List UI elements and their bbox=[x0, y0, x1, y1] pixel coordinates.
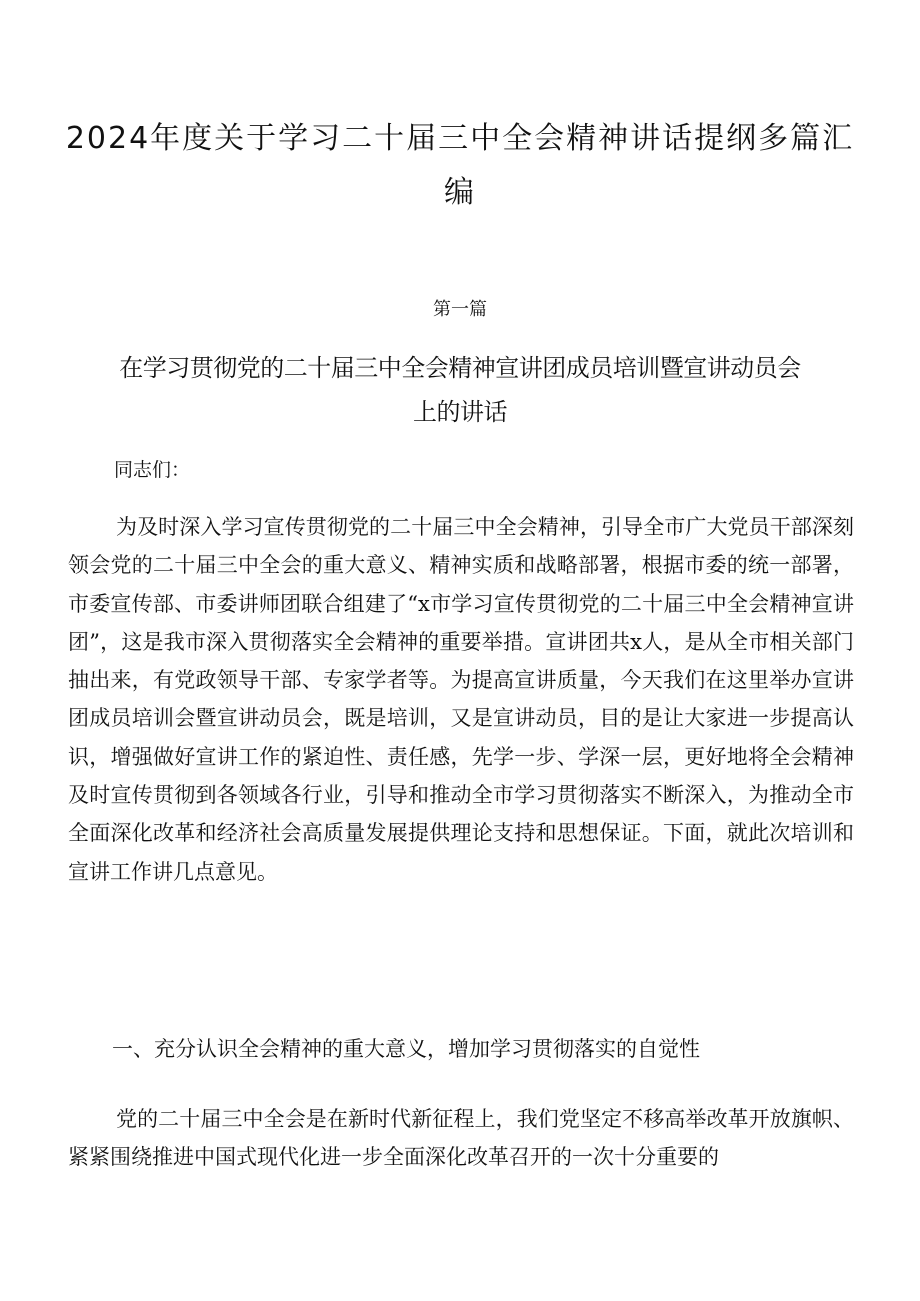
speech-title: 在学习贯彻党的二十届三中全会精神宣讲团成员培训暨宣讲动员会上的讲话 bbox=[119, 354, 801, 426]
body-paragraph-1: 为及时深入学习宣传贯彻党的二十届三中全会精神，引导全市广大党员干部深刻领会党的二十届三中全会的重大意义、精神实质和战略部署，根据市委的统一部署，市委宣传部、市委讲师团联合组建了“x市学习宣传贯彻党的二十届三中全会精神宣讲团”，这是我市深入贯彻落实全会精神的重要举措。宣讲团共x人，是从全市相关部门抽出来，有党政领导干部、专家学者等。为提高宣讲质量，今天我们在这里举办宣讲团成员培训会暨宣讲动员会，既是培训，又是宣讲动员，目的是让大家进一步提高认识，增强做好宣讲工作的紧迫性、责任感，先学一步、学深一层，更好地将全会精神及时宣传贯彻到各领域各行业，引导和推动全市学习贯彻落实不断深入，为推动全市全面深化改革和经济社会高质量发展提供理论支持和思想保证。下面，就此次培训和宣讲工作讲几点意见。 bbox=[68, 515, 854, 884]
section-heading-1: 一、充分认识全会精神的重大意义，增加学习贯彻落实的自觉性 bbox=[112, 1037, 700, 1061]
body-paragraph-2: 党的二十届三中全会是在新时代新征程上，我们党坚定不移高举改革开放旗帜、紧紧围绕推进中国式现代化进一步全面深化改革召开的一次十分重要的 bbox=[68, 1107, 854, 1170]
salutation: 同志们： bbox=[114, 459, 191, 481]
document-title: 2024年度关于学习二十届三中全会精神讲话提纲多篇汇编 bbox=[65, 121, 855, 210]
section-label: 第一篇 bbox=[433, 299, 487, 320]
